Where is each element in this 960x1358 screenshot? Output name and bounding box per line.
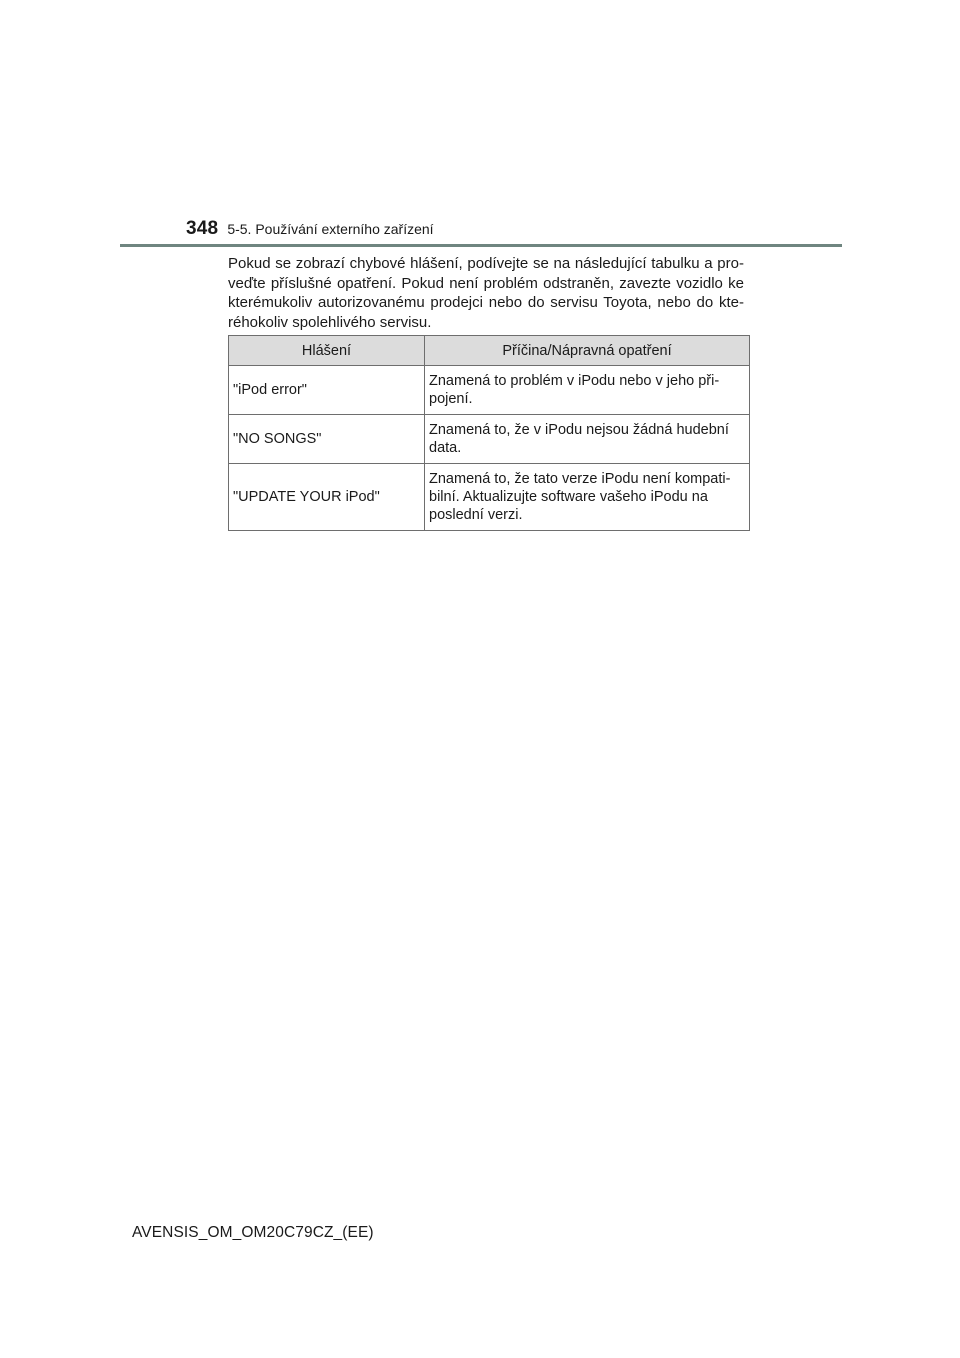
page-number: 348 — [186, 218, 219, 239]
cause-cell: Znamená to, že tato verze iPodu není kompati-bilní. Aktualizujte software vašeho iPodu na poslední verzi. — [425, 464, 750, 531]
table-row — [229, 464, 750, 531]
table-row — [229, 366, 750, 415]
table-header-row — [229, 336, 750, 366]
message-cell: "NO SONGS" — [229, 415, 425, 464]
message-cell: "iPod error" — [229, 366, 425, 415]
section-title: 5-5. Používání externího zařízení — [227, 221, 434, 237]
header-divider — [120, 244, 842, 247]
table-row — [229, 415, 750, 464]
column-header-cause: Příčina/Nápravná opatření — [425, 336, 750, 366]
cause-cell: Znamená to, že v iPodu nejsou žádná hudební data. — [425, 415, 750, 464]
error-message-table — [228, 335, 750, 531]
column-header-message: Hlášení — [229, 336, 425, 366]
cause-cell: Znamená to problém v iPodu nebo v jeho při-pojení. — [425, 366, 750, 415]
message-cell: "UPDATE YOUR iPod" — [229, 464, 425, 531]
intro-paragraph: Pokud se zobrazí chybové hlášení, podívejte se na následující tabulku a pro-veďte příslušné opatření. Pokud není problém odstraněn, zavezte vozidlo ke kterémukoliv autorizovanému prodejci nebo do servisu Toyota, nebo do kte-réhokoliv spolehlivého servisu. — [228, 255, 744, 331]
page-header — [186, 218, 434, 240]
document-footer-code: AVENSIS_OM_OM20C79CZ_(EE) — [132, 1224, 374, 1241]
